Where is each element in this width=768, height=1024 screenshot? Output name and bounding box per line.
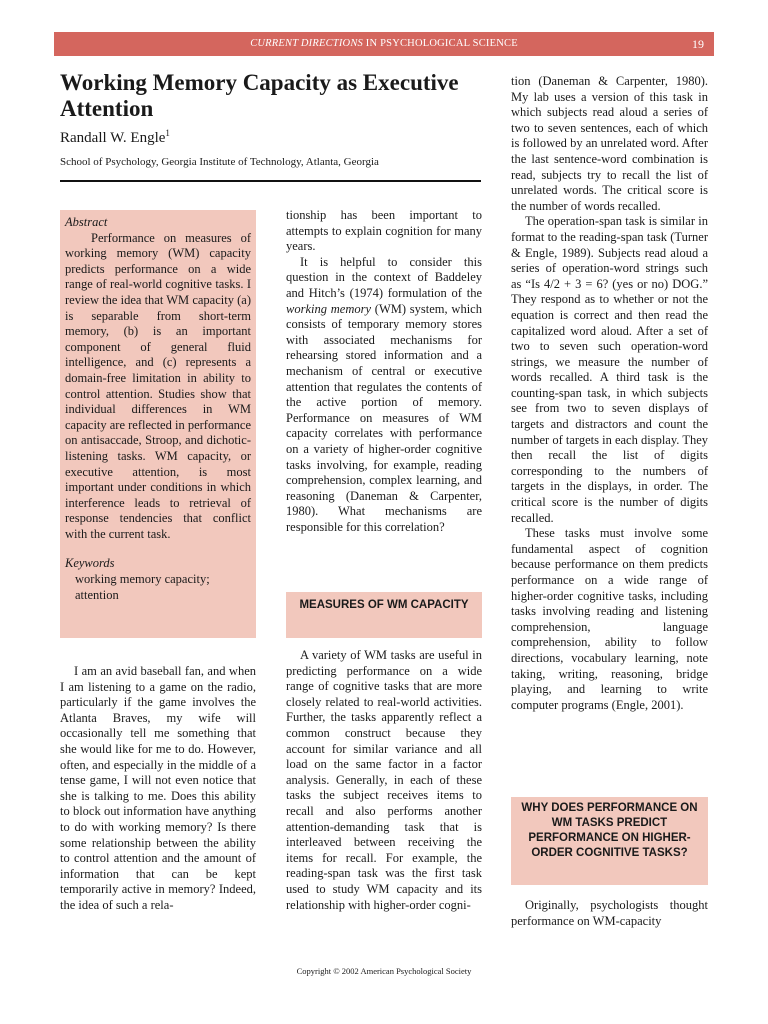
body-column-3-lower <box>511 898 708 929</box>
abstract-text: Performance on measures of working memory (WM) capacity predicts performance on a wide range of real-world cognitive tasks. I review the idea that WM capacity (a) is separable from short-term memory, (b) is an important component of general fluid intelligence, and (c) represents a domain-free limitation in ability to control attention. Studies show that individual differences in WM capacity are reflected in performance on antisaccade, Stroop, and dichotic-listening tasks. WM capacity, or executive attention, is most important under conditions in which interference leads to retrieval of response tendencies that conflict with the current task. <box>65 230 251 541</box>
author-name <box>60 128 170 147</box>
keywords-label: Keywords <box>65 556 115 571</box>
body-paragraph: Originally, psychologists thought performance on WM-capacity <box>511 898 708 928</box>
paragraph-text: It is helpful to consider this question in the context of Baddeley and Hitch’s (1974) formulation of the <box>286 254 482 300</box>
body-paragraph: tion (Daneman & Carpenter, 1980). My lab uses a version of this task in which subjects read aloud a series of two to seven sentences, each of which is followed by an unrelated word. After the last sentence-word combination is read, subjects try to recall the list of unrelated words. The critical score is the number of words recalled. <box>511 74 708 213</box>
section-heading-measures: MEASURES OF WM CAPACITY <box>286 592 482 638</box>
section-heading-why: WHY DOES PERFORMANCE ON WM TASKS PREDICT PERFORMANCE ON HIGHER-ORDER COGNITIVE TASKS? <box>511 797 708 885</box>
title-divider <box>60 180 481 182</box>
author-text: Randall W. Engle <box>60 130 166 146</box>
body-column-1 <box>60 664 256 914</box>
body-paragraph: These tasks must involve some fundamental aspect of cognition because performance on them predicts performance on a wide range of higher-order cognitive tasks, including tasks involving reading and listening comprehension, language comprehension, ability to follow directions, vocabulary learning, note taking, writing, reasoning, bridge playing, and learning to write computer programs (Engle, 2001). <box>511 526 708 712</box>
journal-header-bar <box>54 32 714 56</box>
body-paragraph: tionship has been important to attempts to explain cognition for many years. <box>286 208 482 254</box>
abstract-label: Abstract <box>65 215 108 229</box>
body-column-2 <box>286 208 482 535</box>
journal-title-rest: IN PSYCHOLOGICAL SCIENCE <box>362 38 518 49</box>
body-paragraph: I am an avid baseball fan, and when I am listening to a game on the radio, particularly if the game involves the Atlanta Braves, my wife will occasionally tell me something that she would like for me to do. However, often, and especially in the middle of a tense game, I will not even notice that she is talking to me. Does this ability to block out information have anything to do with working memory? Is there some relationship between the ability to control attention and the amount of information that can be kept temporarily active in memory? Indeed, the idea of such a rela- <box>60 664 256 912</box>
body-column-3 <box>511 74 708 713</box>
author-footnote-marker: 1 <box>165 128 170 138</box>
author-affiliation: School of Psychology, Georgia Institute of Technology, Atlanta, Georgia <box>60 156 379 168</box>
emphasis-term: working memory <box>286 301 372 316</box>
article-title: Working Memory Capacity as Executive Attention <box>60 70 459 121</box>
journal-title-italic: CURRENT DIRECTIONS <box>250 38 363 49</box>
paragraph-text: (WM) system, which consists of temporary memory stores with associated mechanisms for rehearsing stored information and a mechanism of central or executive attention that regulates the contents of the active portion of memory. Performance on measures of WM capacity correlates with performance on a variety of higher-order cognitive tasks involving, for example, reading comprehension, complex learning, and reasoning (Daneman & Carpenter, 1980). What mechanisms are responsible for this correlation? <box>286 301 482 534</box>
page-number: 19 <box>692 37 704 51</box>
body-paragraph: The operation-span task is similar in format to the reading-span task (Turner & Engle, 1989). Subjects read aloud a series of operation-word strings such as “Is 4/2 + 3 = 6? (yes or no) DOG.” They respond as to whether or not the equation is correct and then read the capitalized word aloud. After a set of two to seven such operation-word strings, we measure the number of words recalled. A third task is the counting-span task, in which subjects see from two to seven displays of targets and distractors and count the number of targets in each display. They then recall the list of digits corresponding to the numbers of targets in the displays, in order. The critical score is the number of digits recalled. <box>511 214 708 525</box>
body-paragraph: A variety of WM tasks are useful in predicting performance on a wide range of cognitive tasks that are more closely related to real-world activities. Further, the tasks apparently reflect a common construct because they account for similar variance and all load on the same factor in a factor analysis. Generally, in each of these tasks the subject receives items to recall and also performs another attention-demanding task that is interleaved between receiving the items for recall. For example, the reading-span task was the first task used to study WM capacity and its relationship with higher-order cogni- <box>286 648 482 912</box>
body-column-2-lower <box>286 648 482 913</box>
abstract-box <box>60 210 256 638</box>
keywords-text: working memory capacity; attention <box>75 572 210 602</box>
copyright-footer: Copyright © 2002 American Psychological Society <box>296 966 472 976</box>
journal-title <box>54 38 714 49</box>
body-paragraph <box>286 255 482 536</box>
